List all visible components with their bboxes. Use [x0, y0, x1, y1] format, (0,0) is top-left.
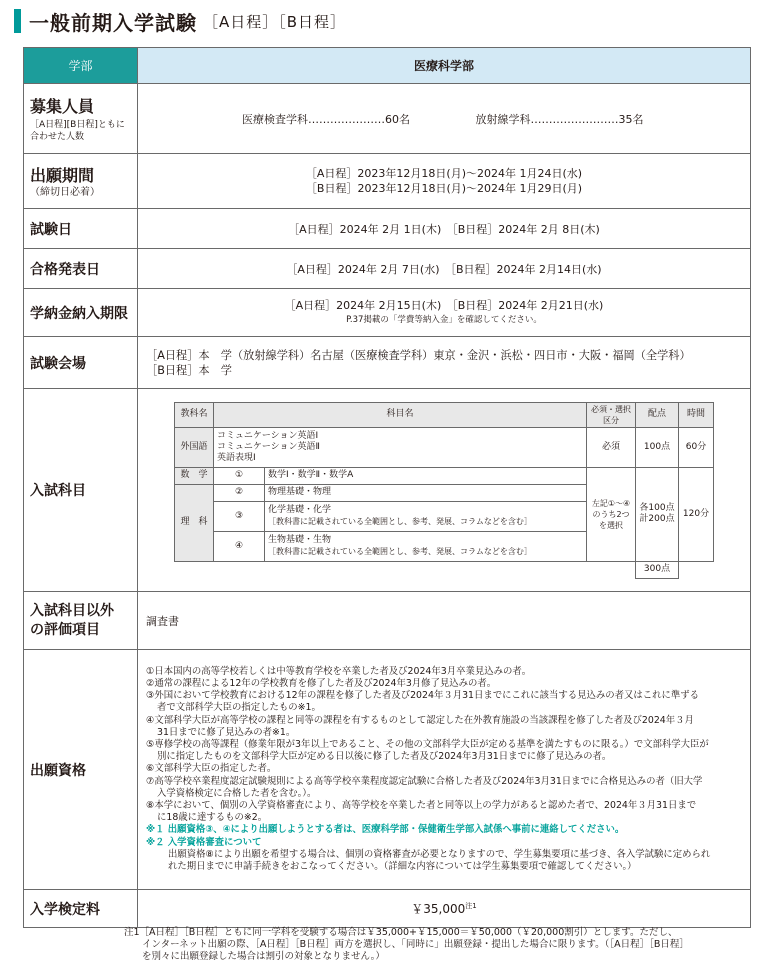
subject-row-foreign — [175, 427, 714, 467]
course-chemistry — [265, 501, 587, 531]
period-value — [138, 154, 751, 209]
eligibility-item-7-cont: 入学資格検定に合格した者を含む。）。 — [157, 787, 317, 799]
recruit-row — [24, 84, 751, 154]
venue-row — [24, 337, 751, 389]
eligibility-item-3: ③外国において学校教育における12年の課程を修了した者及び2024年３月31日までにこれに該当する見込みの者又はこれに準ずる — [146, 690, 700, 702]
period-label-text: 出願期間 — [30, 166, 95, 185]
announce-row — [24, 249, 751, 289]
eligibility-item-8: ⑧本学において、個別の入学資格審査により、高等学校を卒業した者と同等以上の学力があると認めた者で、2024年３月31日まで — [146, 800, 697, 811]
period-line-a: ［A日程］2023年12月18日(月)～2024年 1月24日(水) — [305, 167, 583, 180]
time-select: 120分 — [679, 467, 714, 561]
total-spacer — [175, 561, 636, 578]
exam-info-table — [23, 47, 751, 928]
evaluation-label-1: 入試科目以外 — [30, 602, 114, 619]
points-col-header: 配点 — [636, 402, 679, 427]
eligibility-item-5-cont: 別に指定したものを文部科学大臣が定める日以後に修了した者及び2024年3月31日までに修了見込みの者。 — [157, 751, 612, 763]
period-row — [24, 154, 751, 209]
subjects-row — [24, 389, 751, 592]
subject-total-row — [175, 561, 714, 578]
venue-line-b: ［B日程］本 学 — [146, 363, 232, 377]
evaluation-label — [24, 592, 138, 650]
course-chemistry-note: ［教科書に記載されている全範囲とし、参考、発展、コラムなどを含む］ — [268, 517, 532, 526]
subjects-header-row — [175, 402, 714, 427]
subject-math: 数 学 — [175, 467, 214, 484]
subjects-table — [174, 402, 714, 579]
total-spacer-right — [679, 561, 714, 578]
table-header-row — [24, 48, 751, 84]
eligibility-note-2-line-2: れた期日までに申請手続きをおこなってください。（詳細な内容については学生募集要項で確認してください。） — [168, 861, 637, 873]
header-accent-bar — [14, 9, 21, 33]
fee-amount: ￥35,000 — [411, 902, 466, 916]
course-num-1: ① — [214, 467, 265, 484]
eligibility-item-1: ①日本国内の高等学校若しくは中等教育学校を卒業した者及び2024年3月卒業見込みの者。 — [146, 665, 532, 677]
eligibility-item-5: ⑤専修学校の高等課程（修業年限が3年以上であること、その他の文部科学大臣が定める基準を満たすものに限る。）で文部科学大臣が — [146, 738, 709, 750]
eligibility-item-6: ⑥文部科学大臣の指定した者。 — [146, 763, 277, 775]
payment-note: P.37掲載の「学費等納入金」を確認してください。 — [346, 314, 542, 325]
eligibility-label: 出願資格 — [24, 650, 138, 890]
footnote-line-1: 注1［A日程］［B日程］ともに同一学科を受験する場合は￥35,000+￥15,000＝￥50,000（￥20,000割引）とします。ただし、 — [124, 927, 678, 938]
req-select: 左記①～④のうち2つを選択 — [587, 467, 636, 561]
recruit-value — [138, 84, 751, 154]
points-foreign: 100点 — [636, 427, 679, 467]
evaluation-value: 調査書 — [138, 592, 751, 650]
fee-label: 入学検定料 — [24, 890, 138, 928]
course-foreign-1: コミュニケーション英語Ⅰ — [217, 430, 319, 441]
eligibility-note-2-line-1: 出願資格⑧により出願を希望する場合は、個別の資格審査が必要となりますので、学生募集要項に基づき、各入学試験に定められ — [168, 848, 711, 860]
fee-note-ref: 注1 — [465, 902, 477, 910]
exam-date-row — [24, 209, 751, 249]
announce-value: ［A日程］2024年 2月 7日(水) ［B日程］2024年 2月14日(水) — [138, 249, 751, 289]
recruit-item-medical: 医療検査学科…………………60名 — [242, 112, 410, 126]
period-line-b: ［B日程］2023年12月18日(月)～2024年 1月29日(月) — [305, 182, 583, 195]
points-total: 300点 — [636, 561, 679, 578]
eligibility-value — [138, 650, 751, 890]
req-foreign: 必須 — [587, 427, 636, 467]
req-col-header: 必須・選択区分 — [587, 402, 636, 427]
eligibility-item-7: ⑦高等学校卒業程度認定試験規則による高等学校卒業程度認定試験に合格した者及び2024年3月31日までに合格見込みの者（旧大学 — [146, 775, 703, 787]
subject-col-header: 教科名 — [175, 402, 214, 427]
recruit-item-radiology: 放射線学科……………………35名 — [475, 112, 644, 126]
recruit-label-sub: ［A日程][B日程]ともに合わせた人数 — [30, 120, 125, 142]
eligibility-item-2: ②通常の課程による12年の学校教育を修了した者及び2024年3月修了見込みの者。 — [146, 677, 497, 689]
points-each: 各100点 — [639, 503, 675, 513]
venue-label: 試験会場 — [24, 337, 138, 389]
recruit-label-text: 募集人員 — [30, 97, 95, 116]
eligibility-item-8-cont: に18歳に達するもの※2。 — [157, 812, 268, 824]
points-select — [636, 467, 679, 561]
course-chemistry-name: 化学基礎・化学 — [268, 505, 332, 515]
subjects-label: 入試科目 — [24, 389, 138, 592]
footnote-line-3: を別々に出願登録した場合は割引の対象となりません。） — [142, 951, 385, 962]
course-num-3: ③ — [214, 501, 265, 531]
eligibility-item-4-cont: 31日までに修了見込みの者※1。 — [157, 726, 296, 738]
faculty-header: 学部 — [24, 48, 138, 84]
course-num-4: ④ — [214, 531, 265, 561]
page-header — [14, 4, 346, 38]
course-foreign-3: 英語表現Ⅰ — [217, 452, 256, 463]
exam-date-value: ［A日程］2024年 2月 1日(木) ［B日程］2024年 2月 8日(木) — [138, 209, 751, 249]
payment-label: 学納金納入期限 — [24, 289, 138, 337]
payment-dates: ［A日程］2024年 2月15日(木) ［B日程］2024年 2月21日(水) — [284, 298, 604, 312]
period-label — [24, 154, 138, 209]
course-biology — [265, 531, 587, 561]
course-foreign — [214, 427, 587, 467]
evaluation-label-2: の評価項目 — [30, 621, 100, 638]
eligibility-item-3-cont: 者で文部科学大臣の指定したもの※1。 — [157, 702, 321, 714]
eligibility-item-4: ④文部科学大臣が高等学校の課程と同等の課程を有するものとして認定した在外教育施設の当該課程を修了した者及び2024年３月 — [146, 714, 694, 726]
footnote-line-2: インターネット出願の際、［A日程］［B日程］両方を選択し、「同時に」出願登録・提出した場合に限ります。（［A日程］［B日程］ — [142, 939, 689, 950]
course-biology-note: ［教科書に記載されている全範囲とし、参考、発展、コラムなどを含む］ — [268, 547, 532, 556]
page-title: 一般前期入学試験 — [29, 10, 197, 35]
recruit-label — [24, 84, 138, 154]
page-subtitle: ［A日程］［B日程］ — [203, 12, 347, 31]
subject-science: 理 科 — [175, 484, 214, 561]
subject-row-math — [175, 467, 714, 484]
venue-value — [138, 337, 751, 389]
period-label-sub: （締切日必着） — [30, 187, 100, 198]
fee-row — [24, 890, 751, 928]
subject-foreign: 外国語 — [175, 427, 214, 467]
time-foreign: 60分 — [679, 427, 714, 467]
course-num-2: ② — [214, 484, 265, 501]
course-col-header: 科目名 — [214, 402, 587, 427]
eligibility-note-1: ※１ 出願資格③、④により出願しようとする者は、医療科学部・保健衛生学部入試係へ事前に連絡してください。 — [146, 824, 625, 836]
points-sum: 計200点 — [639, 514, 675, 524]
course-math: 数学Ⅰ・数学Ⅱ・数学A — [265, 467, 587, 484]
footnote — [124, 927, 754, 963]
faculty-name: 医療科学部 — [138, 48, 751, 84]
course-physics: 物理基礎・物理 — [265, 484, 587, 501]
announce-label: 合格発表日 — [24, 249, 138, 289]
course-foreign-2: コミュニケーション英語Ⅱ — [217, 441, 320, 452]
payment-row — [24, 289, 751, 337]
exam-date-label: 試験日 — [24, 209, 138, 249]
subjects-value — [138, 389, 751, 592]
eligibility-row — [24, 650, 751, 890]
time-col-header: 時間 — [679, 402, 714, 427]
course-biology-name: 生物基礎・生物 — [268, 535, 332, 545]
evaluation-row — [24, 592, 751, 650]
eligibility-note-2: ※２ 入学資格審査について — [146, 836, 262, 848]
payment-value — [138, 289, 751, 337]
venue-line-a: ［A日程］本 学（放射線学科）名古屋（医療検査学科）東京・金沢・浜松・四日市・大阪・福岡（全学科） — [146, 348, 691, 362]
fee-value — [138, 890, 751, 928]
